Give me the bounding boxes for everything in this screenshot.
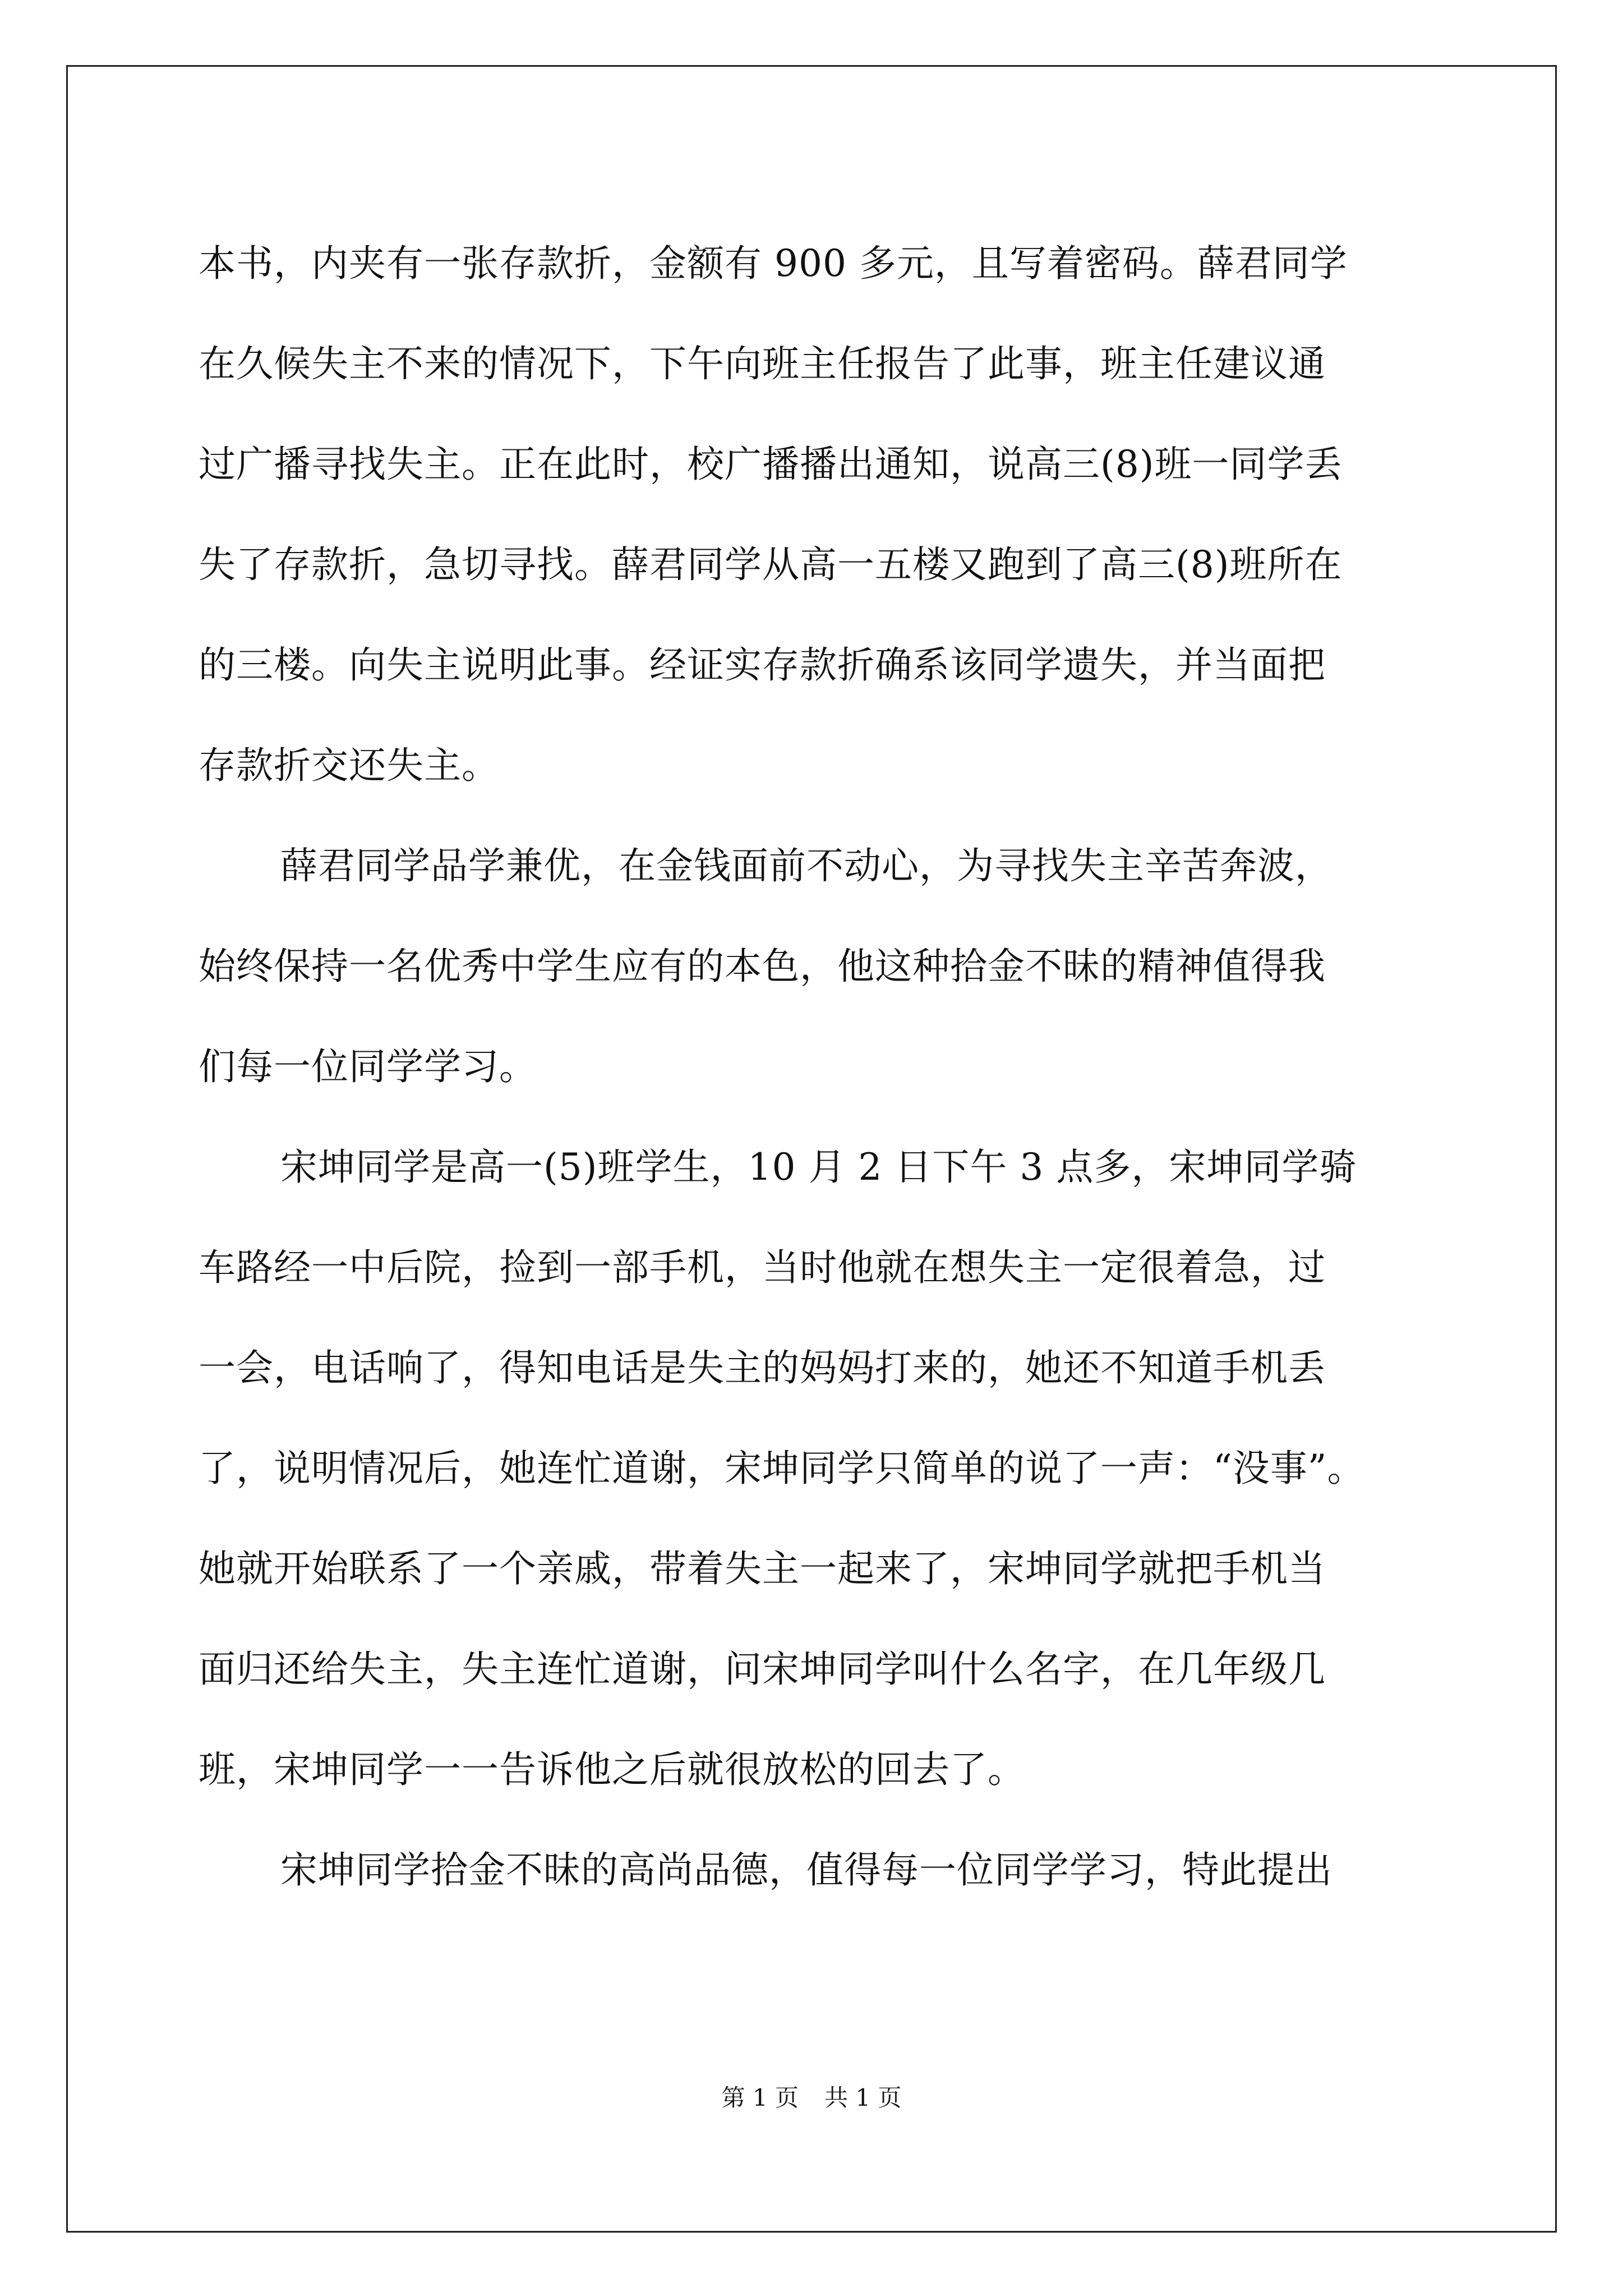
text-line: 在久候失主不来的情况下，下午向班主任报告了此事，班主任建议通: [199, 342, 1326, 385]
page-total: 共 1 页: [824, 2084, 902, 2111]
text-line: 存款折交还失主。: [199, 744, 499, 787]
text-line: 始终保持一名优秀中学生应有的本色，他这种拾金不昧的精神值得我: [199, 945, 1326, 988]
text-line: 她就开始联系了一个亲戚，带着失主一起来了，宋坤同学就把手机当: [199, 1547, 1326, 1590]
paragraph-first-line: 宋坤同学是高一(5)班学生，10 月 2 日下午 3 点多，宋坤同学骑: [280, 1145, 1357, 1189]
text-line: 本书，内夹有一张存款折，金额有 900 多元，且写着密码。薛君同学: [199, 242, 1348, 285]
text-line: 们每一位同学学习。: [199, 1045, 537, 1088]
text-line: 了，说明情况后，她连忙道谢，宋坤同学只简单的说了一声：“没事”。: [199, 1447, 1365, 1490]
text-line: 面归还给失主，失主连忙道谢，问宋坤同学叫什么名字，在几年级几: [199, 1648, 1326, 1691]
text-line: 过广播寻找失主。正在此时，校广播播出通知，说高三(8)班一同学丢: [199, 443, 1343, 486]
paragraph-first-line: 宋坤同学拾金不昧的高尚品德，值得每一位同学学习，特此提出: [280, 1848, 1332, 1892]
page-footer: [0, 2081, 1623, 2115]
paragraph-first-line: 薛君同学品学兼优，在金钱面前不动心，为寻找失主辛苦奔波，: [280, 844, 1332, 887]
document-body: [199, 213, 1449, 1920]
text-line: 的三楼。向失主说明此事。经证实存款折确系该同学遗失，并当面把: [199, 643, 1326, 687]
text-line: 车路经一中后院，捡到一部手机，当时他就在想失主一定很着急，过: [199, 1246, 1326, 1289]
text-line: 班，宋坤同学一一告诉他之后就很放松的回去了。: [199, 1748, 1025, 1791]
page-number: 第 1 页: [721, 2084, 799, 2111]
text-line: 一会，电话响了，得知电话是失主的妈妈打来的，她还不知道手机丢: [199, 1346, 1326, 1389]
text-line: 失了存款折，急切寻找。薛君同学从高一五楼又跑到了高三(8)班所在: [199, 543, 1343, 586]
